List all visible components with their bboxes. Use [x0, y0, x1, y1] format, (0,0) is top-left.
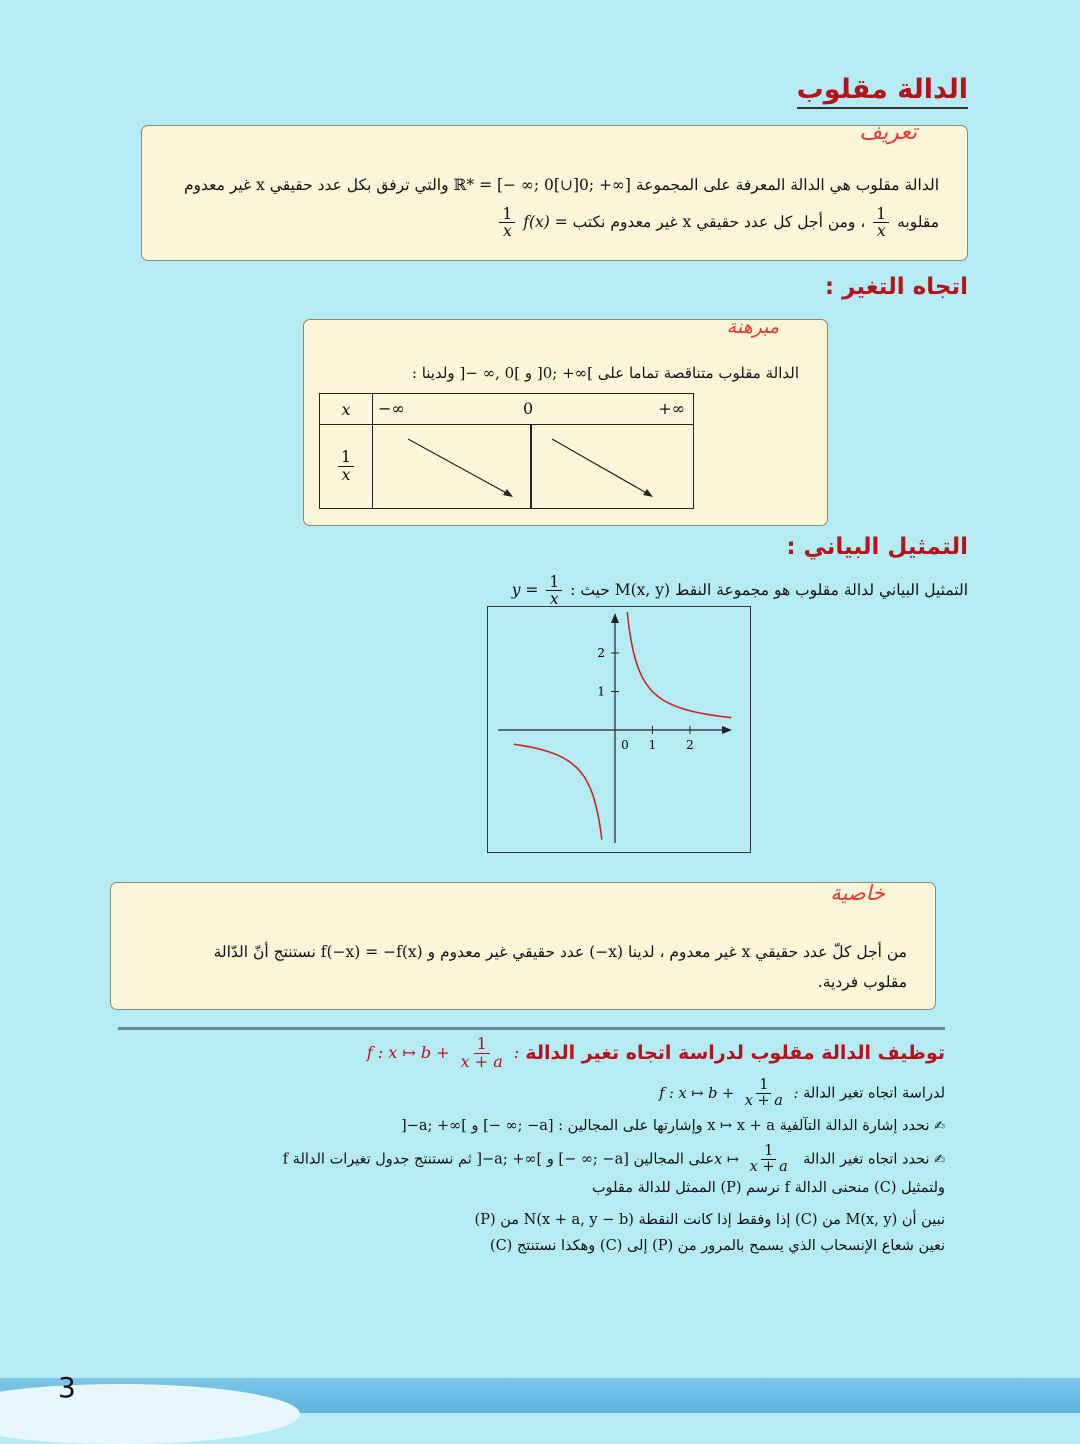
x-tick-label: 2	[686, 738, 694, 752]
definition-fx-fraction: $\frac{1}{x}$	[499, 206, 515, 240]
var-minus-inf: −∞	[378, 399, 405, 418]
application-step-1: ✍ نحدد إشارة الدالة التآلفية x ↦ x + a وإشارتها على المجالين : [a− ;∞ −] و ]∞+ ;a−[	[401, 1118, 945, 1134]
application-intro: لدراسة اتجاه تغير الدالة f : x ↦ b + $\frac{1}{x + a}$ :	[659, 1077, 945, 1110]
variation-heading: اتجاه التغير :	[824, 274, 968, 300]
definition-tag: تعريف	[859, 120, 917, 145]
page-number: 3	[58, 1371, 76, 1404]
var-table-x-label: x	[320, 394, 373, 425]
property-tag: خاصية	[830, 881, 885, 905]
application-step-2-math: x ↦ $\frac{1}{x + a}$	[714, 1143, 788, 1176]
definition-line-2-mid: ، ومن أجل كل عدد حقيقي x غير معدوم نكتب	[572, 212, 866, 231]
application-step-4: نبين أن M(x, y) من (C) إذا وفقط إذا كانت النقطة N(x + a, y − b) من (P)	[474, 1212, 945, 1228]
property-box	[110, 882, 936, 1010]
definition-box	[141, 120, 968, 261]
var-table-f-label: $\frac{1}{x}$	[320, 425, 373, 509]
application-step-3: ولتمثيل (C) منحنى الدالة f نرسم (P) الممثل للدالة مقلوب	[591, 1180, 945, 1196]
curve-negative-branch	[514, 744, 602, 839]
property-line-2: مقلوب فردية.	[817, 973, 907, 991]
definition-line-1: الدالة مقلوب هي الدالة المعرفة على المجموعة [∞+ ;0[∪]0 ;∞ −] = *ℝ والتي ترفق بكل عدد حقيقي x غير معدوم	[183, 176, 939, 194]
y-tick-label: 1	[597, 684, 605, 699]
application-heading-math: f : x ↦ b + $\frac{1}{x + a}$ :	[366, 1034, 520, 1071]
pencil-icon: ✍	[934, 1119, 945, 1134]
graph-equation: y = $\frac{1}{x}$	[512, 581, 565, 599]
var-table-x-values	[373, 394, 694, 425]
definition-fraction: $\frac{1}{x}$	[873, 206, 889, 240]
application-intro-math: f : x ↦ b + $\frac{1}{x + a}$ :	[659, 1077, 799, 1110]
x-axis-arrow	[722, 726, 732, 734]
var-table-right-cell	[531, 425, 694, 509]
definition-line-2	[496, 206, 939, 240]
var-plus-inf: +∞	[658, 399, 685, 418]
x-tick-label: 1	[648, 738, 657, 752]
decreasing-arrow-left	[373, 425, 530, 509]
application-step-5: نعين شعاع الإنسحاب الذي يسمح بالمرور من (P) إلى (C) وهكذا نستنتج (C)	[489, 1238, 945, 1254]
application-heading: توظيف الدالة مقلوب لدراسة اتجاه تغير الدالة f : x ↦ b + $\frac{1}{x + a}$ :	[366, 1034, 945, 1071]
pencil-icon: ✍	[934, 1152, 945, 1168]
curve-positive-branch	[627, 612, 731, 718]
theorem-box	[303, 316, 828, 526]
decreasing-arrow-right	[532, 425, 693, 509]
page-title: الدالة مقلوب	[797, 74, 968, 109]
application-step-2: ✍ نحدد اتجاه تغير الدالة x ↦ $\frac{1}{x + a}$ على المجالين [a− ;∞ −] و ]∞+ ;a−[ ثم نستنتج جدول تغيرات الدالة f	[282, 1143, 945, 1176]
x-tick-label: 0	[621, 738, 629, 752]
definition-line-2-pre: مقلوبه	[897, 212, 939, 231]
var-zero: 0	[523, 399, 534, 418]
y-tick-label: 2	[597, 646, 605, 660]
property-line-1: من أجل كلّ عدد حقيقي x غير معدوم ، لدينا (x−) عدد حقيقي غير معدوم و f(−x) = −f(x) نستنتج أنّ الدّالة	[213, 943, 907, 961]
graph-heading: التمثيل البياني :	[786, 534, 968, 560]
definition-fx: f(x) =	[523, 212, 568, 231]
reciprocal-graph	[487, 606, 751, 853]
variation-table	[319, 393, 694, 509]
var-table-left-cell	[373, 425, 532, 509]
theorem-statement: الدالة مقلوب متناقصة تماما على ]∞+ ;0[ و ]0 ,∞ −[ ولدينا :	[411, 364, 799, 382]
theorem-tag: مبرهنة	[726, 316, 779, 338]
section-divider	[118, 1027, 945, 1030]
y-axis-arrow	[611, 613, 619, 623]
graph-sentence: التمثيل البياني لدالة مقلوب هو مجموعة النقط M(x, y) حيث : y = $\frac{1}{x}$	[511, 573, 968, 609]
